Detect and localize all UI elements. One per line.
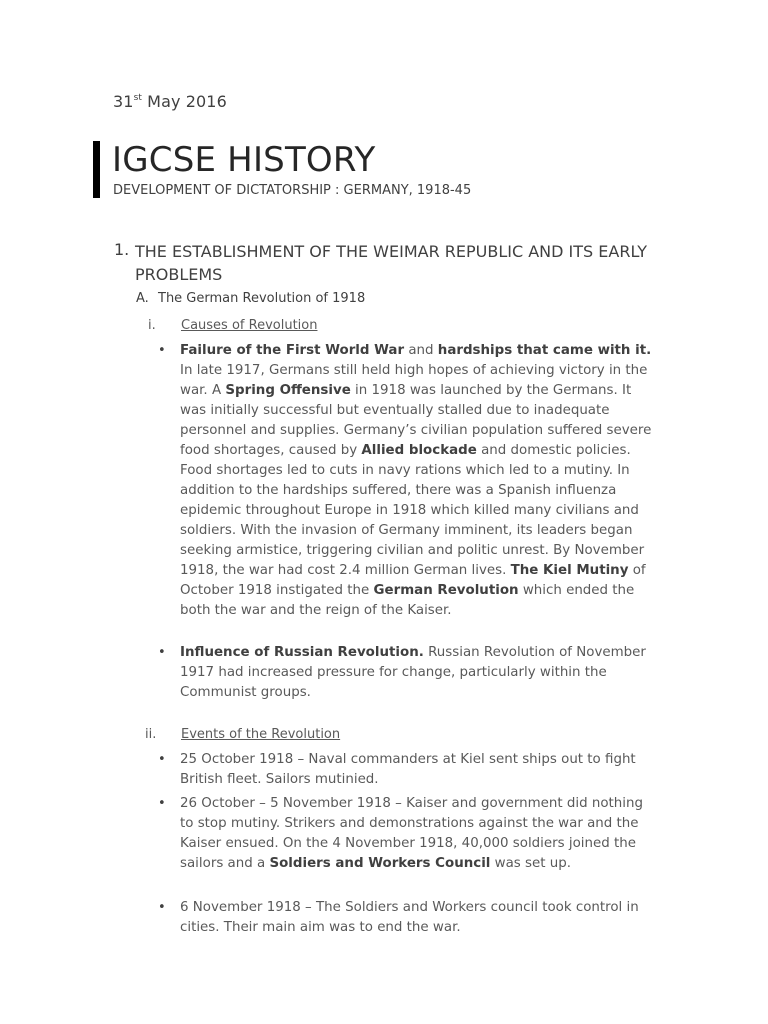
bullet-icon: • <box>158 900 166 915</box>
document-title: IGCSE HISTORY <box>112 140 376 180</box>
part-ii-marker: ii. <box>145 727 157 742</box>
document-subtitle: DEVELOPMENT OF DICTATORSHIP : GERMANY, 1918-45 <box>113 183 472 198</box>
list-item: Failure of the First World War and hardships that came with it. In late 1917, Germans still held high hopes of achieving victory in the war. A Spring Offensive in 1918 was launched by the Germans. It was initially successful but eventually stalled due to inadequate personnel and supplies. Germany’s civilian population suffered severe food shortages, caused by Allied blockade and domestic policies. Food shortages led to cuts in navy rations which led to a mutiny. In addition to the hardships suffered, there was a Spanish influenza epidemic throughout Europe in 1918 which killed many civilians and soldiers. With the invasion of Germany imminent, its leaders began seeking armistice, triggering civilian and politic unrest. By November 1918, the war had cost 2.4 million German lives. The Kiel Mutiny of October 1918 instigated the German Revolution which ended the both the war and the reign of the Kaiser. <box>180 343 652 618</box>
list-item: 6 November 1918 – The Soldiers and Workers council took control in cities. Their main aim was to end the war. <box>180 900 639 935</box>
part-i-heading: Causes of Revolution <box>181 318 318 333</box>
subsection-heading: The German Revolution of 1918 <box>158 291 366 306</box>
document-date: 31st May 2016 <box>113 92 227 111</box>
list-item: 26 October – 5 November 1918 – Kaiser and government did nothing to stop mutiny. Strikers and demonstrations against the war and the Kaiser ensued. On the 4 November 1918, 40,000 soldiers joined the sailors and a Soldiers and Workers Council was set up. <box>180 796 643 871</box>
part-i-marker: i. <box>148 318 156 333</box>
section-heading: THE ESTABLISHMENT OF THE WEIMAR REPUBLIC AND ITS EARLY PROBLEMS <box>135 242 648 284</box>
title-accent-bar <box>93 141 100 198</box>
subsection-marker: A. <box>136 291 149 306</box>
bullet-icon: • <box>158 343 166 358</box>
list-item: Influence of Russian Revolution. Russian Revolution of November 1917 had increased pressure for change, particularly within the Communist groups. <box>180 645 646 700</box>
bullet-icon: • <box>158 796 166 811</box>
section-number: 1. <box>114 240 130 259</box>
list-item: 25 October 1918 – Naval commanders at Kiel sent ships out to fight British fleet. Sailors mutinied. <box>180 752 636 787</box>
bullet-icon: • <box>158 645 166 660</box>
bullet-icon: • <box>158 752 166 767</box>
part-ii-heading: Events of the Revolution <box>181 727 341 742</box>
